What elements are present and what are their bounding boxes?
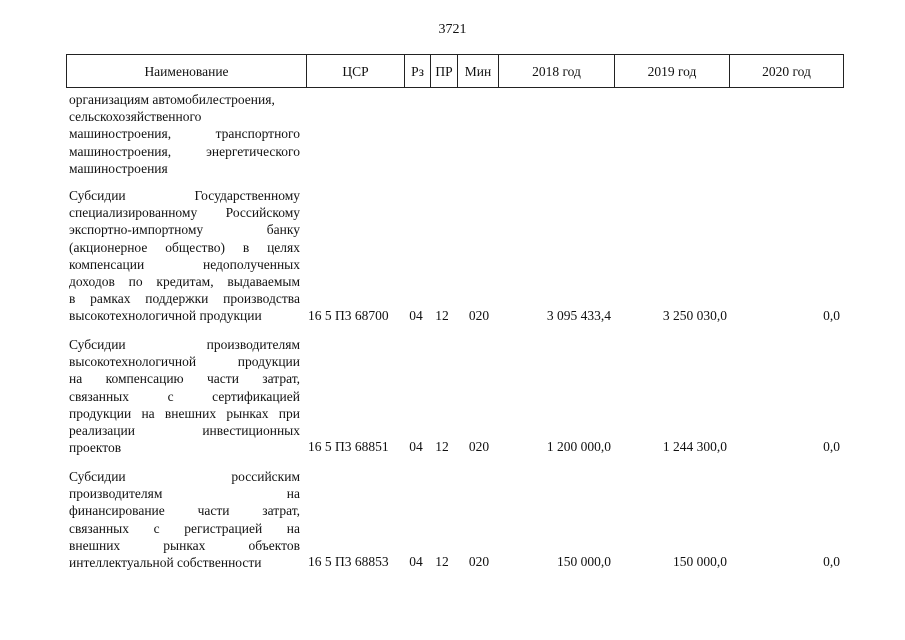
row-value-2020: 0,0 [823, 308, 840, 323]
row-name-line: организациям автомобилестроения, [69, 92, 275, 107]
row-name-line: в рамках поддержки производства [69, 291, 300, 307]
row-name-line: Субсидии Государственному [69, 188, 300, 203]
row-name-line: машиностроения, транспортного [69, 126, 300, 142]
row-name-line: производителям на [69, 486, 300, 502]
header-pr: ПР [435, 64, 453, 79]
row-name-line: компенсации недополученных [69, 256, 300, 272]
row-name-line: высокотехнологичной продукции [69, 308, 262, 324]
row-name-line: реализации инвестиционных [69, 422, 300, 438]
row-name-line: Субсидии производителям [69, 337, 300, 352]
row-name-line: продукции на внешних рынках при [69, 405, 300, 421]
row-value-2018: 150 000,0 [557, 554, 611, 569]
row-name-line: внешних рынках объектов [69, 537, 300, 553]
row-value-2020: 0,0 [823, 439, 840, 454]
row-value-2019: 1 244 300,0 [662, 439, 727, 454]
header-2019: 2019 год [647, 64, 697, 79]
row-name-line: высокотехнологичной продукции [69, 354, 300, 370]
row-min: 020 [468, 439, 490, 454]
row-name-line: доходов по кредитам, выдаваемым [69, 273, 300, 289]
row-name-line: машиностроения [69, 160, 168, 176]
row-name-line: Субсидии российским [69, 469, 300, 484]
header-csr: ЦСР [342, 64, 369, 79]
row-rz: 04 [409, 439, 423, 454]
row-csr: 16 5 П3 68851 [308, 439, 389, 454]
row-csr: 16 5 П3 68853 [308, 554, 389, 569]
row-name-line: машиностроения, энергетического [69, 143, 300, 159]
row-name [69, 91, 300, 177]
row-csr: 16 5 П3 68700 [308, 308, 389, 323]
row-name-line: на компенсацию части затрат, [69, 371, 300, 387]
row-value-2018: 1 200 000,0 [546, 439, 611, 454]
header-min: Мин [464, 64, 492, 79]
row-name-line: интеллектуальной собственности [69, 554, 262, 570]
row-rz: 04 [409, 554, 423, 569]
row-name-line: сельскохозяйственного [69, 109, 202, 125]
row-name-line: финансирование части затрат, [69, 503, 300, 519]
row-name-line: экспортно-импортному банку [69, 222, 300, 238]
header-name: Наименование [144, 64, 229, 79]
row-rz: 04 [409, 308, 423, 323]
row-name-line: связанных с регистрацией на [69, 520, 300, 536]
row-pr: 12 [435, 439, 449, 454]
row-pr: 12 [435, 554, 449, 569]
header-2020: 2020 год [762, 64, 811, 79]
row-name [69, 187, 300, 325]
row-min: 020 [468, 308, 490, 323]
row-name [69, 468, 300, 571]
row-name-line: специализированному Российскому [69, 205, 300, 221]
row-value-2020: 0,0 [823, 554, 840, 569]
row-name-line: проектов [69, 440, 122, 456]
row-name-line: связанных с сертификацией [69, 388, 300, 404]
header-rz: Рз [411, 64, 424, 79]
row-name-line: (акционерное общество) в целях [69, 239, 300, 255]
row-value-2018: 3 095 433,4 [546, 308, 611, 323]
row-value-2019: 3 250 030,0 [662, 308, 727, 323]
row-value-2019: 150 000,0 [673, 554, 727, 569]
page-number: 3721 [438, 22, 467, 37]
row-min: 020 [468, 554, 490, 569]
table-header [66, 54, 844, 88]
row-pr: 12 [435, 308, 449, 323]
header-2018: 2018 год [532, 64, 581, 79]
row-name [69, 336, 300, 456]
